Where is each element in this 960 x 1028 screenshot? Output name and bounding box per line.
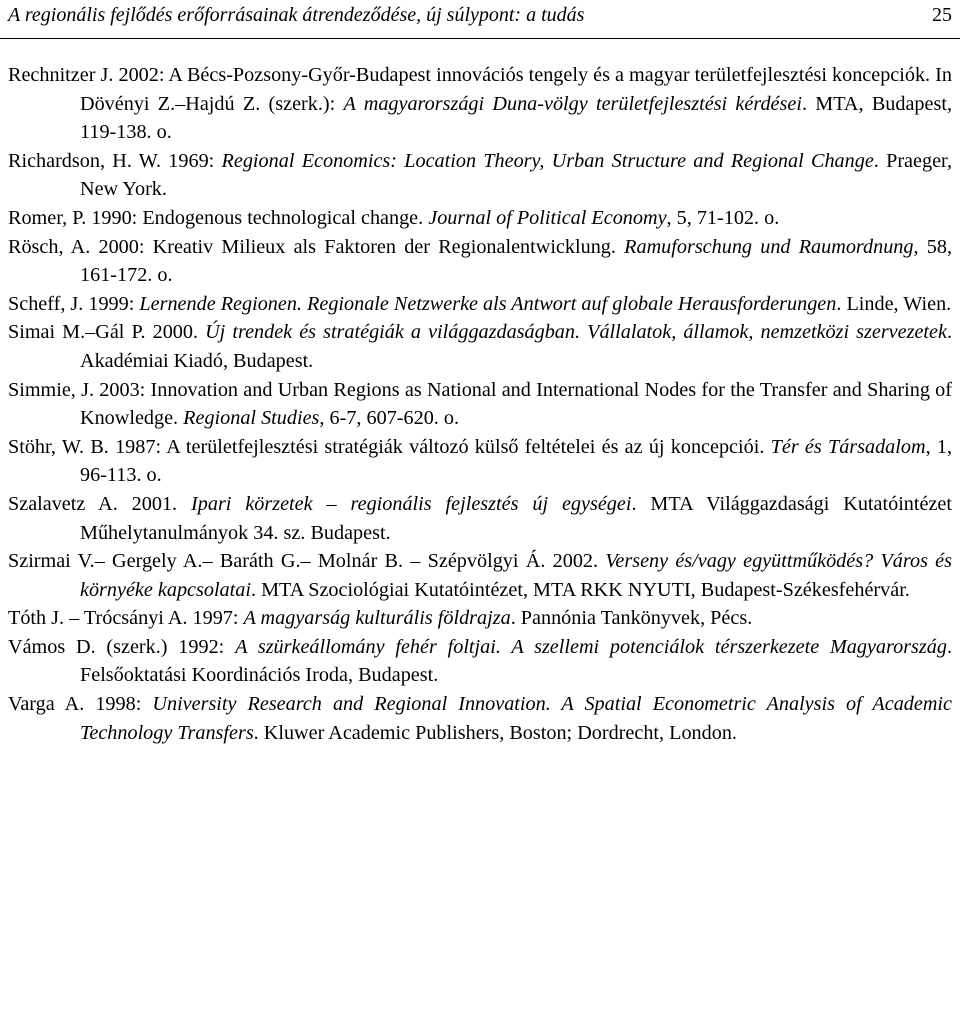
ref-richardson xyxy=(8,147,952,204)
reference-text: Tóth J. – Trócsányi A. 1997: xyxy=(8,607,244,630)
page-number: 25 xyxy=(932,4,952,26)
reference-text: . Linde, Wien. xyxy=(836,292,952,315)
running-header xyxy=(8,2,952,28)
reference-title: Ramuforschung und Raumordnung xyxy=(624,235,914,258)
reference-text: Szalavetz A. 2001. xyxy=(8,492,192,515)
ref-szirmai xyxy=(8,547,952,604)
reference-text: Szirmai V.– Gergely A.– Baráth G.– Molnár B. – Szépvölgyi Á. 2002. xyxy=(8,550,606,573)
reference-text: Varga A. 1998: xyxy=(8,693,153,716)
running-header-title: A regionális fejlődés erőforrásainak átrendeződése, új súlypont: a tudás xyxy=(8,4,585,26)
reference-title: A magyarság kulturális földrajza xyxy=(243,607,511,630)
reference-text: Richardson, H. W. 1969: xyxy=(8,149,222,172)
reference-title: Új trendek és stratégiák a világgazdaságban. Vállalatok, államok, nemzetközi szervezetek xyxy=(205,321,947,344)
reference-text: , 1, 96-113. o. xyxy=(80,435,952,487)
reference-list xyxy=(8,61,952,747)
reference-text: , 58, 161-172. o. xyxy=(80,235,953,287)
ref-varga xyxy=(8,690,952,747)
reference-title: Tér és Társadalom xyxy=(770,435,926,458)
reference-text: , 6-7, 607-620. o. xyxy=(319,407,460,430)
reference-text: Romer, P. 1990: Endogenous technological change. xyxy=(8,206,429,229)
reference-title: Verseny és/vagy együttműködés? Város és környéke kapcsolatai xyxy=(80,550,952,601)
ref-scheff xyxy=(8,290,952,319)
reference-text: Rösch, A. 2000: Kreativ Milieux als Faktoren der Regionalentwicklung. xyxy=(8,235,625,258)
header-rule xyxy=(0,38,960,39)
reference-text: . Kluwer Academic Publishers, Boston; Dordrecht, London. xyxy=(253,721,737,744)
reference-text: , 5, 71-102. o. xyxy=(666,206,780,229)
reference-text: . MTA, Budapest, 119-138. o. xyxy=(80,92,952,144)
ref-rosch xyxy=(8,233,952,290)
reference-title: University Research and Regional Innovation. A Spatial Econometric Analysis of Academic Technology Transfers xyxy=(80,693,953,744)
ref-stohr xyxy=(8,433,952,490)
ref-vamos xyxy=(8,633,952,690)
reference-title: Journal of Political Economy xyxy=(428,206,667,229)
reference-text: Vámos D. (szerk.) 1992: xyxy=(8,635,236,658)
ref-szalavetz xyxy=(8,490,952,547)
reference-text: . Akadémiai Kiadó, Budapest. xyxy=(80,321,952,372)
reference-text: Simmie, J. 2003: Innovation and Urban Regions as National and International Nodes for the Transfer and Sharing of Knowledge. xyxy=(8,378,952,430)
reference-title: Ipari körzetek – regionális fejlesztés új egységei xyxy=(191,492,632,515)
reference-text: Simai M.–Gál P. 2000. xyxy=(8,321,206,344)
ref-simai xyxy=(8,318,952,375)
reference-text: . Pannónia Tankönyvek, Pécs. xyxy=(510,607,753,630)
reference-title: Lernende Regionen. Regionale Netzwerke als Antwort auf globale Herausforderungen xyxy=(139,292,837,315)
reference-text: . Praeger, New York. xyxy=(80,149,952,201)
reference-text: . MTA Világgazdasági Kutatóintézet Műhelytanulmányok 34. sz. Budapest. xyxy=(80,492,952,544)
reference-text: Stöhr, W. B. 1987: A területfejlesztési stratégiák változó külső feltételei és az új koncepciói. xyxy=(8,435,771,458)
reference-text: Rechnitzer J. 2002: A Bécs-Pozsony-Győr-Budapest innovációs tengely és a magyar területfejlesztési koncepciók. In Dövényi Z.–Hajdú Z. (szerk.): xyxy=(8,64,952,115)
reference-text: . MTA Szociológiai Kutatóintézet, MTA RKK NYUTI, Budapest-Székesfehérvár. xyxy=(250,578,910,601)
reference-text: . Felsőoktatási Koordinációs Iroda, Budapest. xyxy=(80,635,953,687)
reference-title: Regional Studies xyxy=(183,407,320,430)
ref-toth xyxy=(8,604,952,633)
ref-rechnitzer xyxy=(8,61,952,147)
reference-title: A szürkeállomány fehér foltjai. A szellemi potenciálok térszerkezete Magyarország xyxy=(235,635,947,658)
reference-title: Regional Economics: Location Theory, Urban Structure and Regional Change xyxy=(221,149,874,172)
reference-text: Scheff, J. 1999: xyxy=(8,292,140,315)
ref-simmie xyxy=(8,376,952,433)
reference-title: A magyarországi Duna-völgy területfejlesztési kérdései xyxy=(343,92,802,115)
ref-romer xyxy=(8,204,952,233)
